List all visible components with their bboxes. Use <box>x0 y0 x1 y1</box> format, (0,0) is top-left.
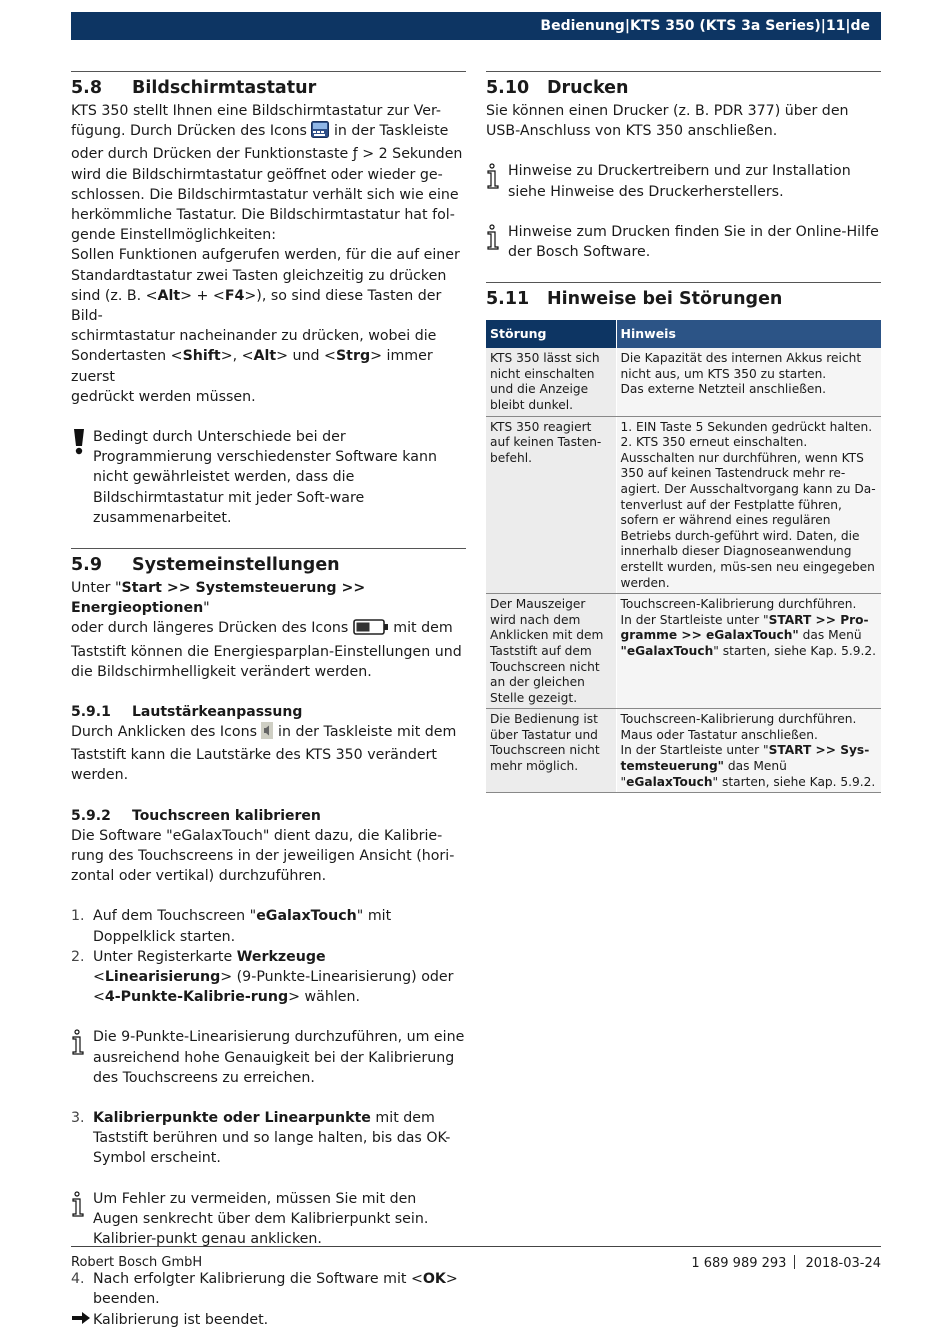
spacer <box>71 682 466 702</box>
key-name: Alt <box>157 287 181 304</box>
text-line: Die Software "eGalaxTouch" dient dazu, die Kalibrie- <box>71 827 443 844</box>
spacer <box>71 1007 466 1027</box>
text-span: Auf dem Touchscreen " <box>93 908 257 925</box>
header-separator: | <box>624 18 630 34</box>
section-number: 5.11 <box>486 289 530 310</box>
step-3 <box>71 1108 466 1169</box>
speaker-icon <box>261 722 273 745</box>
menu-path: Start >> Systemsteuerung >> Energieoptionen <box>71 580 366 617</box>
text-span: " <box>203 600 210 617</box>
text-line: zontal oder vertikal) durchzuführen. <box>71 868 327 885</box>
section-number: 5.9 <box>71 555 103 576</box>
info-note <box>71 1027 466 1088</box>
header-language: de <box>850 18 870 34</box>
table-row <box>486 348 881 416</box>
result-text: Kalibrierung ist beendet. <box>93 1311 269 1328</box>
info-note <box>486 161 881 201</box>
text-line: oder durch Drücken der Funktionstaste ƒ > 2 Sekunden <box>71 146 463 163</box>
key-name: F4 <box>224 287 245 304</box>
text-line: Sollen Funktionen aufgerufen werden, für die auf einer <box>71 247 460 264</box>
keyboard-icon <box>311 121 329 144</box>
section-number: 5.8 <box>71 78 103 98</box>
text-line <box>71 286 466 326</box>
text-line: schlossen. Die Bildschirmtastatur verhält sich wie eine <box>71 186 459 203</box>
text-line <box>71 121 466 144</box>
paragraph-volume <box>71 722 466 786</box>
column-header-fault: Störung <box>486 320 616 348</box>
footer-rule <box>71 1246 881 1247</box>
subsection-heading-5-9-2 <box>71 806 466 826</box>
footer-info <box>691 1255 881 1271</box>
battery-icon <box>353 619 389 641</box>
step-text <box>93 1269 466 1309</box>
column-header-hint: Hinweis <box>616 320 881 348</box>
text-line <box>71 346 466 386</box>
info-text: Hinweise zu Druckertreibern und zur Installation siehe Hinweise des Druckerherstellers. <box>508 163 851 200</box>
hint-cell: Die Kapazität des internen Akkus reicht nicht aus, um KTS 350 zu starten. Das externe Netzteil anschließen. <box>616 348 881 416</box>
text-span: < <box>93 968 105 985</box>
text-span: > wählen. <box>288 989 361 1006</box>
text-span: > + < <box>180 287 225 304</box>
header-section: Bedienung <box>540 18 625 34</box>
text-span: > (9-Punkte-Linearisierung) oder < <box>93 968 454 1006</box>
step-number: 3. <box>71 1109 85 1126</box>
step-number: 2. <box>71 948 85 965</box>
key-name: Shift <box>182 348 221 365</box>
spacer <box>486 141 881 161</box>
spacer <box>486 202 881 222</box>
text-line: die Bildschirmhelligkeit verändert werden. <box>71 663 372 680</box>
footer-company: Robert Bosch GmbH <box>71 1255 203 1270</box>
fault-cell: Die Bedienung ist über Tastatur und Touchscreen nicht mehr möglich. <box>486 709 616 793</box>
text-span: oder durch längeres Drücken des Icons <box>71 620 349 637</box>
hint-line <box>621 613 878 660</box>
hint-cell <box>616 709 881 793</box>
section-rule <box>486 282 881 283</box>
footer-separator <box>794 1255 795 1269</box>
text-line: KTS 350 stellt Ihnen eine Bildschirmtastatur zur Ver- <box>71 103 442 119</box>
text-span: > immer zuerst <box>71 348 433 385</box>
tab-name: Werkzeuge <box>236 948 326 965</box>
header-product: KTS 350 (KTS 3a Series) <box>629 18 821 34</box>
text-span: Nach erfolgter Kalibrierung die Software mit < <box>93 1271 423 1288</box>
text-span: in der Taskleiste <box>333 123 449 140</box>
text-span: Unter " <box>71 580 122 597</box>
text-span: das Menü " <box>620 759 787 789</box>
section-heading-5-11 <box>486 286 881 312</box>
button-name: OK <box>422 1271 446 1288</box>
step-4 <box>71 1269 466 1309</box>
subsection-title: Lautstärkeanpassung <box>132 704 303 721</box>
arrow-right-icon <box>71 1310 93 1330</box>
hint-line: Touchscreen-Kalibrierung durchführen. <box>620 597 857 612</box>
section-title: Hinweise bei Störungen <box>547 289 783 310</box>
hint-line <box>621 743 878 790</box>
info-text: Um Fehler zu vermeiden, müssen Sie mit den Augen senkrecht über dem Kalibrierpunkt sein. Kalibrier-punkt genau anklicken. <box>93 1190 429 1247</box>
section-title: Systemeinstellungen <box>132 555 340 576</box>
step-text <box>93 906 466 946</box>
warning-note <box>71 427 466 528</box>
footer-date: 2018-03-24 <box>805 1256 881 1271</box>
info-note <box>71 1189 466 1250</box>
info-text: Hinweise zum Drucken finden Sie in der Online-Hilfe der Bosch Software. <box>508 223 879 261</box>
info-icon <box>71 1189 93 1250</box>
text-line: rung des Touchscreens in der jeweiligen Ansicht (hori- <box>71 847 455 864</box>
menu-path: START >> Sys-temsteuerung" <box>620 743 870 774</box>
menu-name: "eGalaxTouch <box>620 643 714 658</box>
spacer <box>71 886 466 906</box>
warning-text: Bedingt durch Unterschiede bei der Programmierung verschiedenster Software kann nicht gewährleistet werden, dass die Bildschirmtastatur mit jeder Soft-ware zusammenarbeitet. <box>93 429 437 526</box>
table-row <box>486 416 881 594</box>
result-line <box>71 1310 466 1330</box>
spacer <box>71 786 466 806</box>
section-heading-5-9 <box>71 552 466 578</box>
step-text <box>93 1108 466 1169</box>
section-heading-5-8 <box>71 75 466 101</box>
text-span: Durch Anklicken des Icons <box>71 724 257 741</box>
text-span: fügung. Durch Drücken des Icons <box>71 123 307 140</box>
paragraph-calibration <box>71 826 466 887</box>
spacer <box>486 272 881 282</box>
fault-cell: KTS 350 lässt sich nicht einschalten und die Anzeige bleibt dunkel. <box>486 348 616 416</box>
text-span: In der Startleiste unter " <box>620 612 769 627</box>
spacer <box>486 262 881 272</box>
text-span: mit dem <box>393 620 453 637</box>
text-line: wird die Bildschirmtastatur geöffnet oder wieder ge- <box>71 166 443 183</box>
option-name: 4-Punkte-Kalibrie-rung <box>104 989 289 1006</box>
footer-doc-number: 1 689 989 293 <box>691 1256 787 1271</box>
text-span: mit dem Taststift berühren und so lange halten, bis das OK-Symbol erscheint. <box>93 1109 451 1167</box>
text-line: Standardtastatur zwei Tasten gleichzeitig zu drücken <box>71 267 447 284</box>
text-span: Unter Registerkarte <box>93 948 237 965</box>
text-span: >, < <box>220 348 254 365</box>
subsection-number: 5.9.1 <box>71 704 111 721</box>
hint-cell <box>616 594 881 709</box>
section-title: Drucken <box>547 78 629 98</box>
section-rule <box>71 548 466 549</box>
text-line: schirmtastatur nacheinander zu drücken, wobei die <box>71 328 437 345</box>
text-line <box>71 722 466 745</box>
section-heading-5-10 <box>486 75 881 101</box>
text-line <box>71 578 466 618</box>
spacer <box>71 538 466 548</box>
text-span: > beenden. <box>93 1271 458 1308</box>
text-span: " mit Doppelklick starten. <box>93 908 392 945</box>
text-line: Taststift können die Energiesparplan-Einstellungen und <box>71 643 462 660</box>
hint-line: Maus oder Tastatur anschließen. <box>620 727 818 742</box>
text-span: sind (z. B. < <box>71 287 158 304</box>
step-2 <box>71 947 466 1008</box>
text-span: " starten, siehe Kap. 5.9.2. <box>713 643 877 658</box>
text-span: das Menü <box>798 628 862 643</box>
text-line: herkömmliche Tastatur. Die Bildschirmtastatur hat fol- <box>71 207 455 224</box>
section-rule <box>486 71 881 72</box>
text-span: >), so sind diese Tasten der Bild- <box>71 287 442 325</box>
table-row <box>486 709 881 793</box>
info-text: Die 9-Punkte-Linearisierung durchzuführen, um eine ausreichend hohe Genauigkeit bei der Kalibrierung des Touchscreens zu erreichen. <box>93 1029 465 1086</box>
software-name: eGalaxTouch <box>256 908 357 925</box>
menu-path: START >> Pro-gramme >> eGalaxTouch" <box>620 612 869 643</box>
step-number: 4. <box>71 1271 85 1288</box>
text-line <box>71 618 466 641</box>
spacer <box>71 1169 466 1189</box>
paragraph-printing: Sie können einen Drucker (z. B. PDR 377) über den USB-Anschluss von KTS 350 anschließen. <box>486 103 849 140</box>
subsection-number: 5.9.2 <box>71 807 111 824</box>
table-header-row <box>486 320 881 348</box>
fault-cell: KTS 350 reagiert auf keinen Tasten-befehl. <box>486 416 616 594</box>
step-number: 1. <box>71 908 85 925</box>
info-icon <box>486 161 508 201</box>
info-icon <box>486 222 508 262</box>
hint-cell: 1. EIN Taste 5 Sekunden gedrückt halten. 2. KTS 350 erneut einschalten. Ausschalten nur durchführen, wenn KTS 350 auf keinen Tastendruck mehr re-agiert. Der Ausschaltvorgang kann zu Da-tenverlust auf der Festplatte führen, sofern er während eines regulären Betriebs durch-geführt wird. Daten, die innerhalb dieser Diagnoseanwendung erstellt wurden, müs-sen neu eingegeben werden. <box>616 416 881 594</box>
option-name: Kalibrierpunkte oder Linearpunkte <box>93 1109 371 1126</box>
right-column <box>486 71 881 793</box>
text-span: in der Taskleiste mit dem <box>278 724 457 741</box>
step-text <box>93 947 466 1008</box>
spacer <box>71 407 466 427</box>
fault-cell: Der Mauszeiger wird nach dem Anklicken mit dem Taststift auf dem Touchscreen nicht an der gleichen Stelle gezeigt. <box>486 594 616 709</box>
text-line: gende Einstellmöglichkeiten: <box>71 227 277 244</box>
left-column <box>71 71 466 1330</box>
text-line: werden. <box>71 767 129 784</box>
section-number: 5.10 <box>486 78 530 98</box>
table-row <box>486 594 881 709</box>
subsection-heading-5-9-1 <box>71 702 466 722</box>
hint-line: Touchscreen-Kalibrierung durchführen. <box>620 712 857 727</box>
text-span: > und < <box>276 348 336 365</box>
subsection-title: Touchscreen kalibrieren <box>132 807 321 824</box>
header-separator: | <box>845 18 851 34</box>
text-line: Taststift kann die Lautstärke des KTS 350 verändert <box>71 747 437 764</box>
header-separator: | <box>820 18 826 34</box>
paragraph-keyboard-intro <box>71 101 466 407</box>
paragraph-system-settings <box>71 578 466 682</box>
exclamation-icon <box>71 427 93 528</box>
header-page-number: 11 <box>825 18 846 34</box>
text-span: Sondertasten < <box>71 348 183 365</box>
section-rule <box>71 71 466 72</box>
key-name: Strg <box>335 348 371 365</box>
option-name: Linearisierung <box>104 968 221 985</box>
step-1 <box>71 906 466 946</box>
text-span: " starten, siehe Kap. 5.9.2. <box>712 774 876 789</box>
menu-name: eGalaxTouch <box>626 774 713 789</box>
troubleshooting-table <box>486 320 881 793</box>
spacer <box>71 528 466 538</box>
spacer <box>71 1088 466 1108</box>
section-title: Bildschirmtastatur <box>132 78 317 98</box>
text-span: In der Startleiste unter " <box>620 743 769 758</box>
page-header <box>71 12 881 40</box>
info-note <box>486 222 881 262</box>
text-line: gedrückt werden müssen. <box>71 388 256 405</box>
info-icon <box>71 1027 93 1088</box>
key-name: Alt <box>253 348 277 365</box>
